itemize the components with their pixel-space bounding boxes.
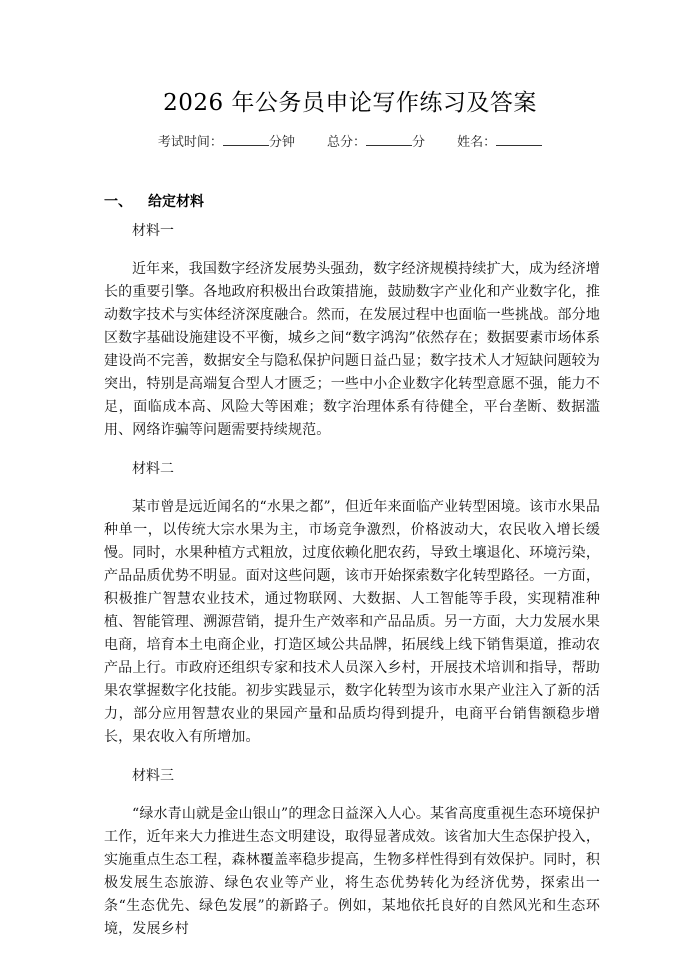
section-number: 一、	[104, 194, 132, 210]
material-2-title: 材料二	[132, 461, 174, 477]
material-3-title: 材料三	[132, 768, 174, 784]
name-label: 姓名：	[457, 135, 497, 150]
total-score-label: 总分：	[326, 135, 366, 150]
material-3-text: “绿水青山就是金山银山”的理念日益深入人心。某省高度重视生态环境保护工作，近年来大力推进生态文明建设，取得显著成效。该省加大生态保护投入，实施重点生态工程，森林覆盖率稳步提高，生物多样性得到有效保护。同时，积极发展生态旅游、绿色农业等产业，将生态优势转化为经济优势，探索出一条“生态优先、绿色发展”的新路子。例如，某地依托良好的自然风光和生态环境，发展乡村	[104, 806, 600, 937]
exam-time-field	[158, 135, 299, 150]
exam-meta-line	[0, 131, 700, 150]
exam-time-label: 考试时间：	[157, 135, 223, 150]
name-blank	[496, 134, 542, 146]
exam-time-blank	[223, 134, 269, 146]
exam-time-unit: 分钟	[268, 135, 295, 150]
total-score-blank	[366, 134, 412, 146]
total-score-unit: 分	[412, 135, 426, 150]
material-1-text: 近年来，我国数字经济发展势头强劲，数字经济规模持续扩大，成为经济增长的重要引擎。各地政府积极出台政策措施，鼓励数字产业化和产业数字化，推动数字技术与实体经济深度融合。然而，在发展过程中也面临一些挑战。部分地区数字基础设施建设不平衡，城乡之间“数字鸿沟”依然存在；数据要素市场体系建设尚不完善，数据安全与隐私保护问题日益凸显；数字技术人才短缺问题较为突出，特别是高端复合型人才匮乏；一些中小企业数字化转型意愿不强，能力不足，面临成本高、风险大等困难；数字治理体系有待健全，平台垄断、数据滥用、网络诈骗等问题需要持续规范。	[104, 261, 600, 438]
material-2-text: 某市曾是远近闻名的“水果之都”，但近年来面临产业转型困境。该市水果品种单一，以传统大宗水果为主，市场竞争激烈，价格波动大，农民收入增长缓慢。同时，水果种植方式粗放，过度依赖化肥农药，导致土壤退化、环境污染，产品品质优势不明显。面对这些问题，该市开始探索数字化转型路径。一方面，积极推广智慧农业技术，通过物联网、大数据、人工智能等手段，实现精准种植、智能管理、溯源营销，提升生产效率和产品品质。另一方面，大力发展水果电商，培育本土电商企业，打造区域公共品牌，拓展线上线下销售渠道，推动农产品上行。市政府还组织专家和技术人员深入乡村，开展技术培训和指导，帮助果农掌握数字化技能。初步实践显示，数字化转型为该市水果产业注入了新的活力，部分应用智慧农业的果园产量和品质均得到提升，电商平台销售额稳步增长，果农收入有所增加。	[104, 499, 600, 745]
name-field	[457, 135, 542, 150]
section-heading	[104, 191, 204, 211]
section-title: 给定材料	[148, 194, 204, 210]
materials-content	[104, 220, 600, 957]
total-score-field	[327, 135, 429, 150]
document-title: 2026 年公务员申论写作练习及答案	[163, 90, 537, 116]
material-1-title: 材料一	[132, 223, 174, 239]
